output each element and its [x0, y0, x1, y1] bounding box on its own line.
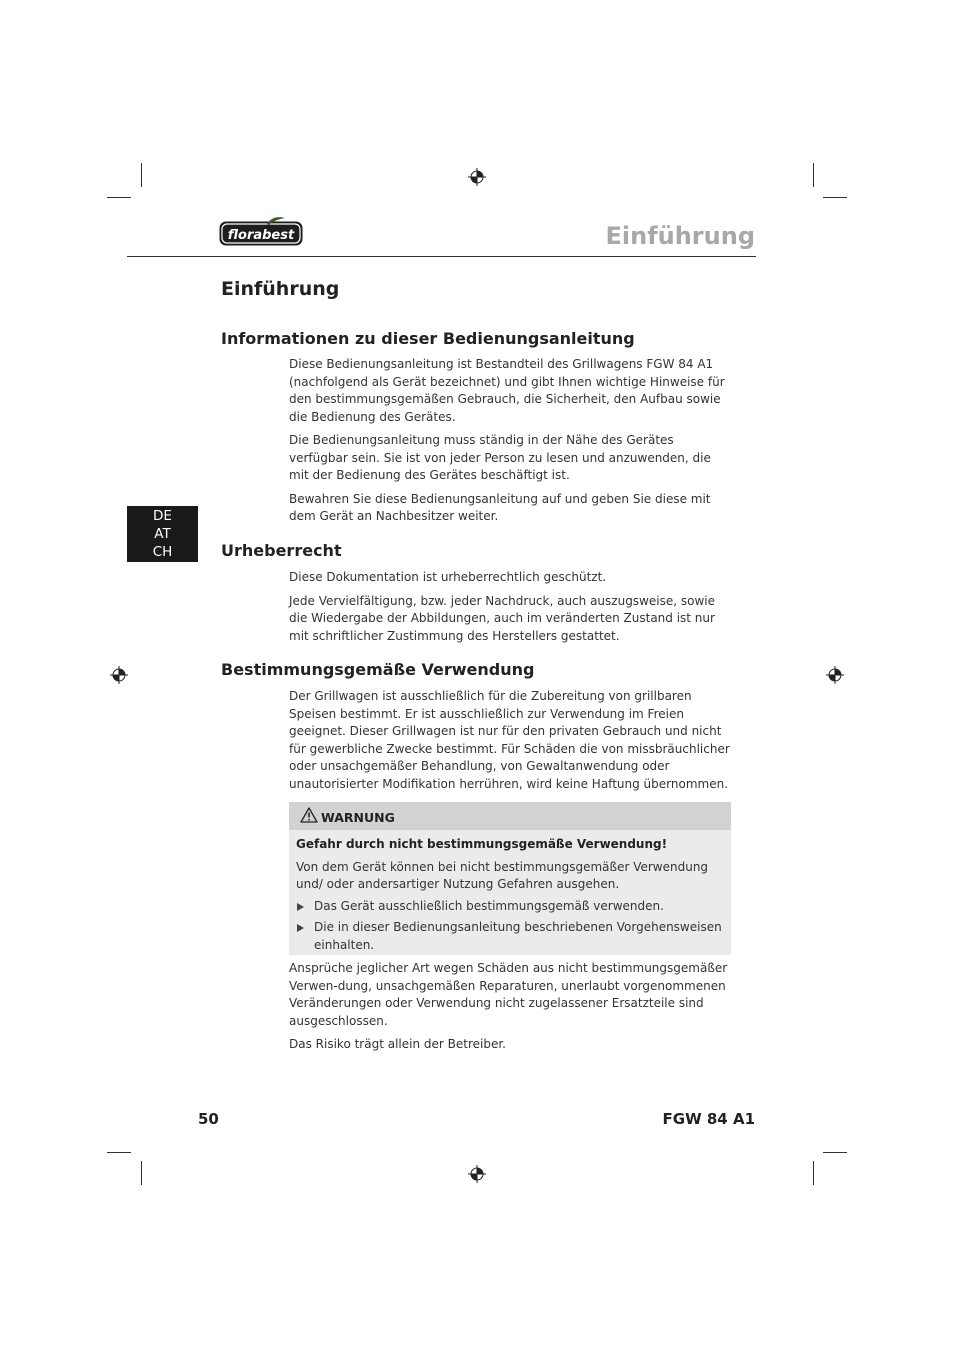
bullet-arrow-icon — [297, 924, 304, 932]
section-body — [289, 356, 733, 532]
crop-mark — [141, 163, 142, 187]
registration-mark-icon — [468, 1165, 486, 1183]
liability-text — [289, 960, 733, 1060]
language-code: DE — [153, 508, 172, 524]
warning-header — [289, 802, 731, 830]
registration-mark-icon — [468, 168, 486, 186]
bullet-arrow-icon — [297, 903, 304, 911]
section-heading: Bestimmungsgemäße Verwendung — [221, 660, 535, 679]
paragraph: Jede Vervielfältigung, bzw. jeder Nachdruck, auch auszugsweise, sowie die Wiedergabe der Abbildungen, auch im veränderten Zustand ist nur mit schriftlicher Zustimmung des Herstellers gestattet. — [289, 593, 715, 643]
language-tab — [127, 506, 198, 562]
bullet-text: Das Gerät ausschließlich bestimmungsgemäß verwenden. — [314, 898, 664, 913]
warning-label: WARNUNG — [321, 810, 395, 825]
crop-mark — [107, 197, 131, 198]
paragraph: Diese Bedienungsanleitung ist Bestandteil des Grillwagens FGW 84 A1 (nachfolgend als Gerät bezeichnet) und gibt Ihnen wichtige Hinweise für den bestimmungsgemäßen Gebrauch, die Sicherheit, den Aufbau sowie die Bedienung des Gerätes. — [289, 357, 725, 424]
paragraph: Die Bedienungsanleitung muss ständig in der Nähe des Gerätes verfügbar sein. Sie ist von jeder Person zu lesen und anzuwenden, die mit der Bedienung des Gerätes beschäftigt ist. — [289, 433, 711, 482]
registration-mark-icon — [110, 666, 128, 684]
warning-bullet — [296, 919, 723, 954]
warning-title: Gefahr durch nicht bestimmungsgemäße Verwendung! — [296, 837, 668, 851]
registration-mark-icon — [826, 666, 844, 684]
paragraph: Der Grillwagen ist ausschließlich für die Zubereitung von grillbaren Speisen bestimmt. Er ist ausschließlich zur Verwendung im Freien geeignet. Dieser Grillwagen ist nur für den privaten Gebrauch und nicht für gewerbliche Zwecke bestimmt. Für Schäden die von missbräuchlicher oder unsachgemäßer Behandlung, von Gewaltanwendung oder unautorisierter Modifikation herrühren, wird keine Haftung übernommen. — [289, 689, 730, 791]
warning-bullet — [296, 898, 723, 916]
page-number: 50 — [198, 1110, 219, 1128]
crop-mark — [823, 197, 847, 198]
page-header-title: Einführung — [605, 222, 755, 250]
crop-mark — [823, 1152, 847, 1153]
bullet-text: Die in dieser Bedienungsanleitung beschriebenen Vorgehensweisen einhalten. — [314, 920, 722, 952]
crop-mark — [813, 163, 814, 187]
header-divider — [127, 256, 756, 257]
section-heading: Informationen zu dieser Bedienungsanleitung — [221, 329, 635, 348]
section-body — [289, 569, 733, 651]
warning-content — [289, 830, 731, 954]
language-code: CH — [152, 544, 173, 560]
model-number: FGW 84 A1 — [662, 1110, 755, 1128]
logo-text: florabest — [227, 228, 295, 243]
paragraph: Ansprüche jeglicher Art wegen Schäden aus nicht bestimmungsgemäßer Verwen-dung, unsachgemäßen Reparaturen, unerlaubt vorgenommenen Veränderungen oder Verwendung nicht zugelassener Ersatzteile sind ausgeschlossen. — [289, 961, 728, 1028]
main-heading: Einführung — [221, 278, 340, 300]
florabest-logo — [219, 216, 303, 246]
section-body — [289, 688, 733, 799]
paragraph: Diese Dokumentation ist urheberrechtlich geschützt. — [289, 570, 607, 584]
paragraph: Das Risiko trägt allein der Betreiber. — [289, 1037, 506, 1051]
crop-mark — [813, 1161, 814, 1185]
language-code: AT — [154, 526, 171, 542]
warning-triangle-icon — [300, 807, 318, 823]
crop-mark — [141, 1161, 142, 1185]
warning-box — [289, 802, 731, 955]
warning-text: Von dem Gerät können bei nicht bestimmungsgemäßer Verwendung und/ oder andersartiger Nutzung Gefahren ausgehen. — [296, 859, 709, 891]
section-heading: Urheberrecht — [221, 541, 342, 560]
paragraph: Bewahren Sie diese Bedienungsanleitung auf und geben Sie diese mit dem Gerät an Nachbesitzer weiter. — [289, 491, 711, 523]
crop-mark — [107, 1152, 131, 1153]
